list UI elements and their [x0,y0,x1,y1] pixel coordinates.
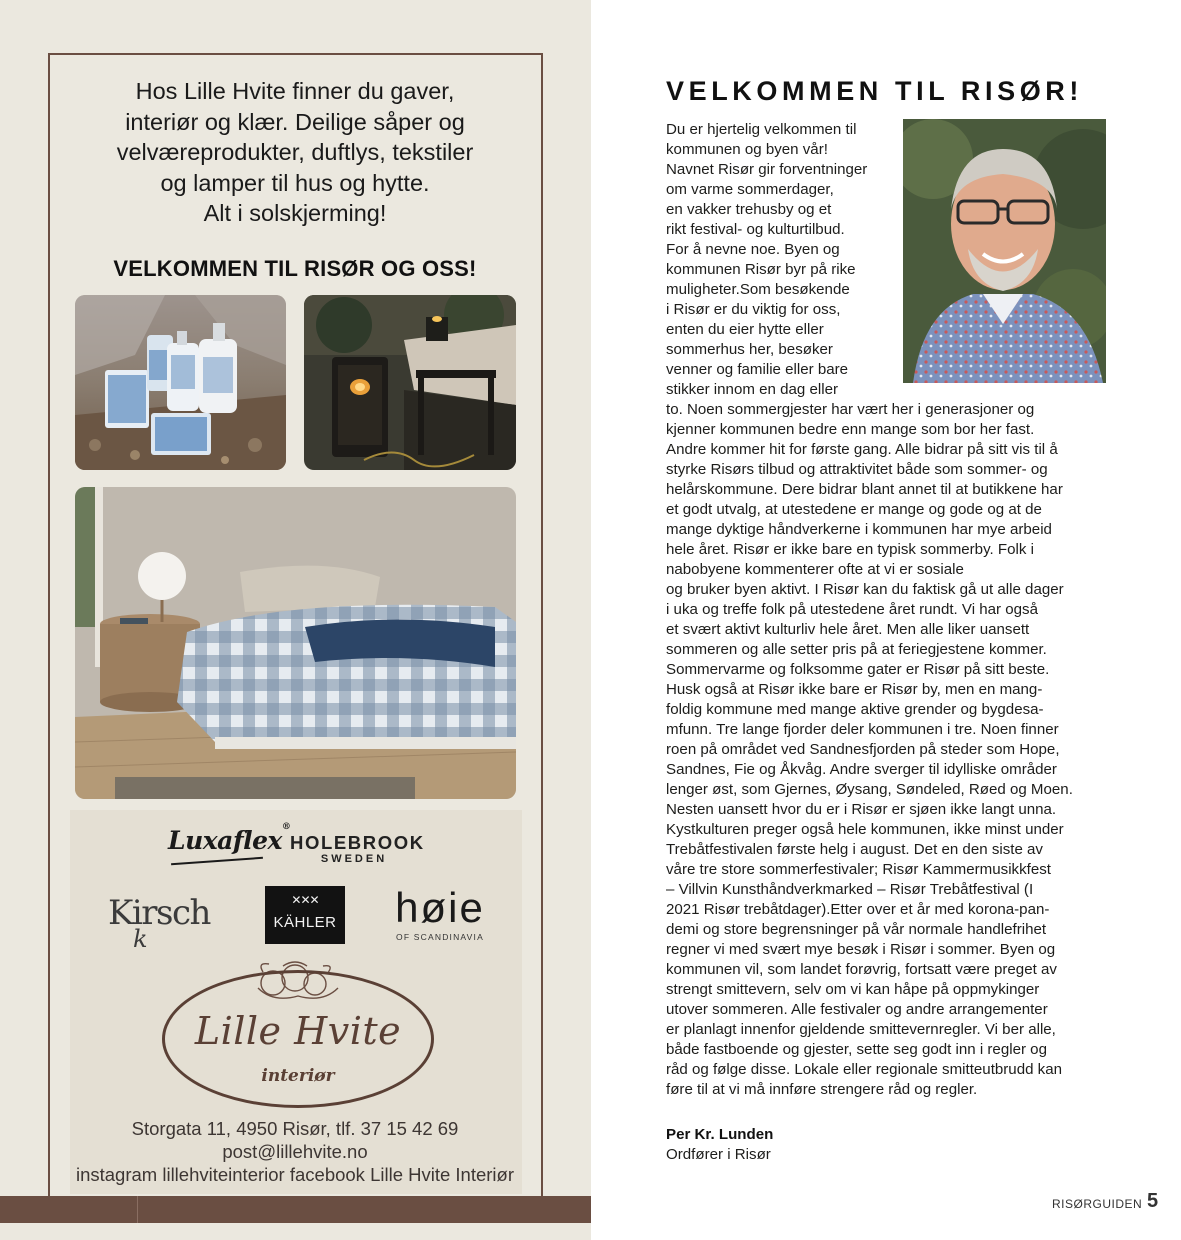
article-line: enten du eier hytte eller [666,321,824,338]
kirsch-logo: Kirsch [108,893,210,933]
article-line: rikt festival- og kulturtilbud. [666,221,845,238]
article-line: om varme sommerdager, [666,181,834,198]
article-line: våre tre store sommerfestivaler; Risør Kammermusikkfest [666,861,1051,878]
signature-role: Ordfører i Risør [666,1146,771,1163]
holebrook-logo: HOLEBROOK [290,832,425,853]
article-line: Navnet Risør gir forventninger [666,161,868,178]
article-body [666,120,1111,1100]
article-line: 2021 Risør trebåtdager).Etter over et år med korona-pan- [666,901,1050,918]
kahler-logo [265,886,345,944]
article-line: kommunen Risør byr på rike [666,261,856,278]
article-line: hele året. Risør er ikke bare en typisk sommerby. Folk i [666,541,1034,558]
article-line: og bruker byen aktivt. I Risør kan du faktisk gå ut alle dager [666,581,1064,598]
article-line: mfunn. Tre lange fjorder deler kommunen i tre. Noen finner [666,721,1059,738]
article-line: Kystkulturen preger også hele kommunen, ikke minst under [666,821,1064,838]
hoie-subtitle: OF SCANDINAVIA [396,932,484,942]
bedroom-photo [75,487,516,799]
ad-intro-line: velværeprodukter, duftlys, tekstiler [116,139,474,165]
article-line: kommunen og byen vår! [666,141,828,158]
article-line: i Risør er du viktig for oss, [666,301,841,318]
kahler-symbol-icon: ✕✕✕ [291,893,319,907]
article-line: roen på området ved Sandnesfjorden på steder som Hope, [666,741,1060,758]
kahler-wordmark: KÄHLER [273,914,337,931]
article-line: et svært aktivt kulturliv hele året. Men alle liker uansett [666,621,1030,638]
article-line: både fastboende og gjester, sette seg godt inn i regler og [666,1041,1047,1058]
article-line: demi og store begrensninger på vår normale handlefrihet [666,921,1047,938]
ad-intro-line: Alt i solskjerming! [203,200,387,226]
store-social: instagram lillehviteinterior facebook Lille Hvite Interiør [75,1164,514,1185]
article-line: sommerhus her, besøker [666,341,833,358]
article-line: muligheter.Som besøkende [666,281,850,298]
article-line: foldig kommune med mange aktive grender og bygdesa- [666,701,1044,718]
hoie-logo: høie [395,884,485,931]
article-line: For å nevne noe. Byen og [666,241,840,258]
article-line: Husk også at Risør ikke bare er Risør by, men en mang- [666,681,1043,698]
holebrook-sweden-text: SWEDEN [320,853,388,865]
ad-intro-line: Hos Lille Hvite finner du gaver, [135,78,455,104]
lille-hvite-name: Lille Hvite [194,1009,402,1053]
article-line: regner vi med svært mye besøk i Risør i sommer. Byen og [666,941,1056,958]
article-line: er planlagt innenfor gjeldende smittevernregler. Vi ber alle, [666,1021,1056,1038]
outdoor-lantern-photo [304,295,516,470]
store-address: Storgata 11, 4950 Risør, tlf. 37 15 42 69 [131,1118,459,1139]
article-line: et godt utvalg, at utestedene er mange og gode og at de [666,501,1042,518]
article-line: Sommervarme og folksomme gater er Risør på sitt beste. [666,661,1050,678]
signature-name: Per Kr. Lunden [666,1126,774,1143]
lille-hvite-subtitle: interiør [261,1066,335,1086]
page-number: 5 [1147,1190,1159,1212]
article-line: Nesten uansett hvor du er i Risør er sjøen ikke langt unna. [666,801,1057,818]
ad-intro-text [60,76,530,229]
soap-products-photo [75,295,286,470]
store-email: post@lillehvite.no [222,1141,368,1162]
footer-band [0,1196,591,1223]
article-line: utover sommeren. Alle festivaler og andre arrangementer [666,1001,1048,1018]
article-line: Andre kommer hit for første gang. Alle bidrar på sitt vis til å [666,441,1058,458]
article-line: stikker innom en dag eller [666,381,838,398]
article-line: råd og følge disse. Lokale eller regionale smitteutbrudd kan [666,1061,1063,1078]
ad-intro-line: interiør og klær. Deilige såper og [125,108,465,135]
registered-mark: ® [281,822,291,832]
article-line: sommeren og alle setter pris på at feriegjestene kommer. [666,641,1047,658]
article-line: – Villvin Kunsthåndverkmarked – Risør Trebåtfestival (I [666,881,1034,898]
article-line: kommunen vil, som landet forøvrig, fortsatt være preget av [666,961,1057,978]
article-title: VELKOMMEN TIL RISØR! [666,76,1084,106]
article-line: føre til at vi må innføre strengere råd og regler. [666,1081,978,1098]
footer-band-divider [137,1196,138,1223]
luxaflex-wordmark: Luxaflex [168,826,282,855]
luxaflex-logo [168,822,291,855]
article-line: to. Noen sommergjester har vært her i generasjoner og [666,401,1035,418]
article-line: venner og familie eller bare [666,361,849,378]
article-line: lenger øst, som Gjernes, Øysang, Søndeled, Røed og Moen. [666,781,1073,798]
article-line: Du er hjertelig velkommen til [666,121,857,138]
article-line: kjenner kommunen bedre enn mange som bor her fast. [666,421,1035,438]
ad-intro-line: og lamper til hus og hytte. [160,169,430,196]
article-line: styrke Risørs tilbud og attraktivitet både som sommer- og [666,461,1048,478]
article-line: en vakker trehusby og et [666,201,832,218]
ad-heading: VELKOMMEN TIL RISØR OG OSS! [113,256,477,281]
article-line: mange dyktige håndverkerne i kommunen har mye arbeid [666,521,1052,538]
article-line: Trebåtfestivalen første helg i august. Det en den siste av [666,841,1043,858]
article-line: strengt smittevern, selv om vi kan håpe på oppmykinger [666,981,1040,998]
article-line: i uka og treffe folk på utestedene året rundt. Vi har også [666,601,1039,618]
article-line: nabobyene kommenterer ofte at vi er sosiale [666,561,964,578]
publication-label: RISØRGUIDEN [1052,1197,1143,1211]
article-line: Sandnes, Fie og Åkvåg. Andre sverger til idylliske områder [666,761,1057,778]
footer-strip [0,1223,591,1240]
article-line: helårskommune. Dere bidrar blant annet til at butikkene har [666,481,1063,498]
kirsch-k-mark: k [133,925,148,953]
